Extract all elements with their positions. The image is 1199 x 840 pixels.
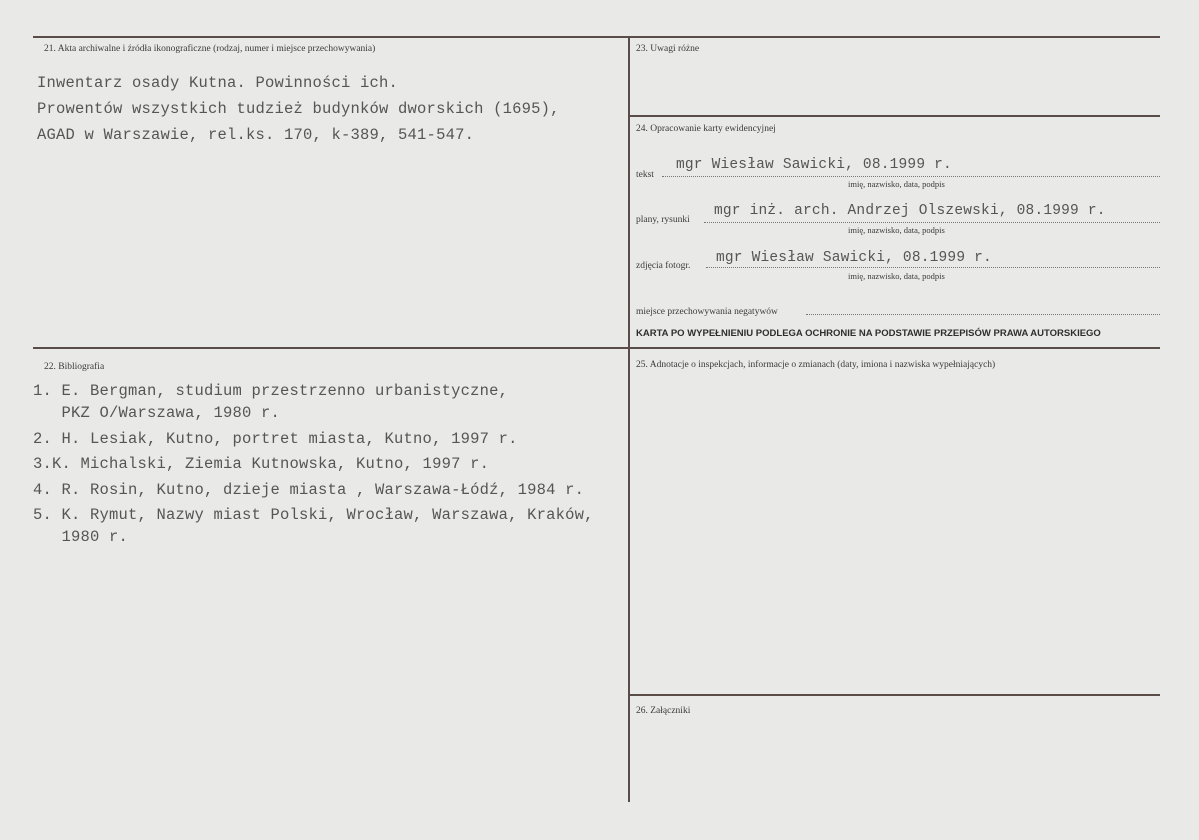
plany-caption: imię, nazwisko, data, podpis [848, 225, 945, 235]
middle-horizontal-line [33, 347, 1160, 349]
negatives-label: miejsce przechowywania negatywów [636, 307, 778, 317]
section26-label: 26. Załączniki [636, 706, 691, 716]
bibliography-line-4: 3.K. Michalski, Ziemia Kutnowska, Kutno, 1997 r. [33, 455, 490, 473]
section21-line-3: AGAD w Warszawie, rel.ks. 170, k-389, 541-547. [37, 126, 475, 144]
section24-label: 24. Opracowanie karty ewidencyjnej [636, 124, 776, 134]
section25-bottom-line [628, 694, 1160, 696]
bibliography-line-6: 5. K. Rymut, Nazwy miast Polski, Wrocław, Warszawa, Kraków, [33, 506, 594, 524]
section25-label: 25. Adnotacje o inspekcjach, informacje o zmianach (daty, imiona i nazwiska wypełniających) [636, 360, 996, 370]
bibliography-line-5: 4. R. Rosin, Kutno, dzieje miasta , Warszawa-Łódź, 1984 r. [33, 481, 585, 499]
zdjecia-label: zdjęcia fotogr. [636, 261, 691, 271]
zdjecia-dotted-line [706, 267, 1160, 268]
zdjecia-value: mgr Wiesław Sawicki, 08.1999 r. [716, 250, 992, 266]
zdjecia-caption: imię, nazwisko, data, podpis [848, 271, 945, 281]
section21-line-2: Prowentów wszystkich tudzież budynków dworskich (1695), [37, 100, 560, 118]
section21-line-1: Inwentarz osady Kutna. Powinności ich. [37, 74, 399, 92]
tekst-caption: imię, nazwisko, data, podpis [848, 179, 945, 189]
bibliography-line-7: 1980 r. [33, 528, 129, 546]
tekst-dotted-line [662, 176, 1160, 177]
negatives-dotted-line [806, 314, 1160, 315]
bibliography-line-3: 2. H. Lesiak, Kutno, portret miasta, Kutno, 1997 r. [33, 430, 518, 448]
section23-label: 23. Uwagi różne [636, 44, 700, 54]
section22-label: 22. Bibliografia [44, 362, 105, 372]
plany-label: plany, rysunki [636, 215, 690, 225]
section23-bottom-line [628, 115, 1160, 117]
plany-dotted-line [704, 222, 1160, 223]
tekst-value: mgr Wiesław Sawicki, 08.1999 r. [676, 157, 952, 173]
copyright-notice: KARTA PO WYPEŁNIENIU PODLEGA OCHRONIE NA PODSTAWIE PRZEPISÓW PRAWA AUTORSKIEGO [636, 328, 1101, 339]
vertical-divider [628, 36, 630, 802]
plany-value: mgr inż. arch. Andrzej Olszewski, 08.1999 r. [714, 203, 1106, 219]
bibliography-line-1: 1. E. Bergman, studium przestrzenno urbanistyczne, [33, 382, 509, 400]
section21-label: 21. Akta archiwalne i źródła ikonograficzne (rodzaj, numer i miejsce przechowywania) [44, 44, 376, 54]
top-border-line [33, 36, 1160, 38]
bibliography-line-2: PKZ O/Warszawa, 1980 r. [33, 404, 281, 422]
tekst-label: tekst [636, 170, 654, 180]
